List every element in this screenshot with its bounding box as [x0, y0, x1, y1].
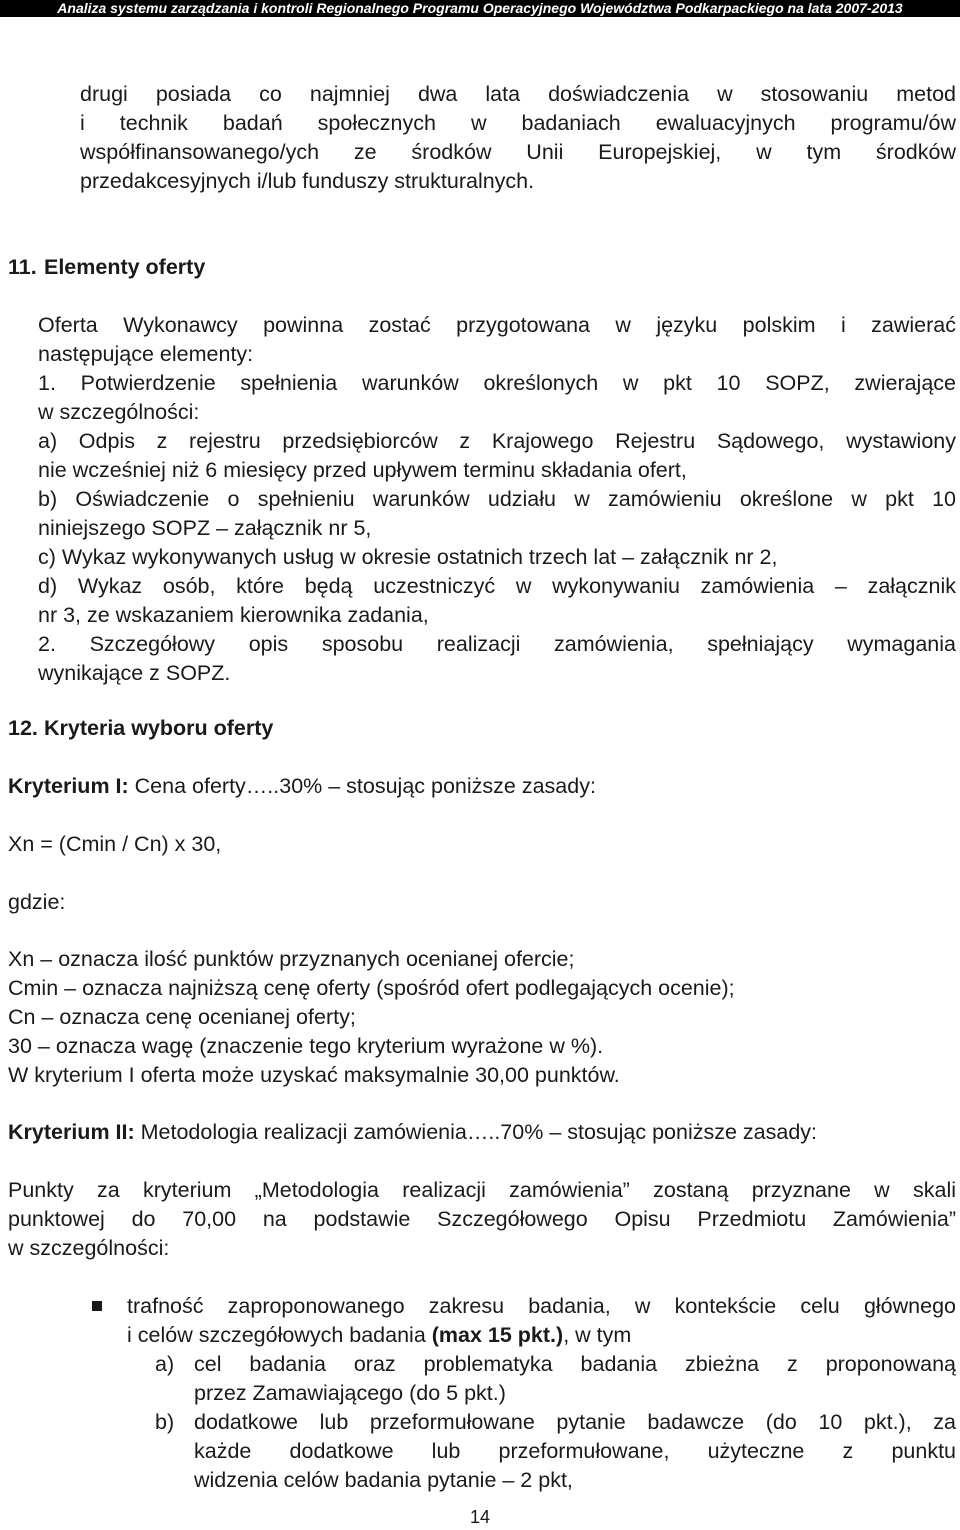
bullet-line: trafność zaproponowanego zakresu badania, w kontekście celu głównego	[127, 1294, 956, 1318]
list-line: b) Oświadczenie o spełnieniu warunków udziału w zamówieniu określone w pkt 10	[38, 487, 956, 511]
list-line: nie wcześniej niż 6 miesięcy przed upływem terminu składania ofert,	[38, 458, 687, 482]
document-header: Analiza systemu zarządzania i kontroli Regionalnego Programu Operacyjnego Województwa Podkarpackiego na lata 2007-2013	[0, 0, 960, 17]
where-label: gdzie:	[8, 890, 66, 914]
intro-line: i technik badań społecznych w badaniach ewaluacyjnych programu/ów	[80, 111, 956, 135]
sub-item-line: widzenia celów badania pytanie – 2 pkt,	[194, 1468, 573, 1492]
criterion-2-para-line: punktowej do 70,00 na podstawie Szczegółowego Opisu Przedmiotu Zamówienia”	[8, 1207, 956, 1231]
section-11-intro-line: Oferta Wykonawcy powinna zostać przygotowana w języku polskim i zawierać	[38, 313, 956, 337]
criterion-1-line	[8, 772, 956, 801]
bullet-line	[127, 1321, 956, 1350]
definition-line: W kryterium I oferta może uzyskać maksymalnie 30,00 punktów.	[8, 1063, 620, 1087]
sub-item-b	[194, 1408, 956, 1495]
section-11-list	[38, 369, 956, 688]
definitions	[8, 945, 956, 1090]
sub-item-line: cel badania oraz problematyka badania zbieżna z proponowaną	[194, 1352, 956, 1376]
square-bullet-icon	[92, 1301, 102, 1311]
definition-line: 30 – oznacza wagę (znaczenie tego kryterium wyrażone w %).	[8, 1034, 604, 1058]
sub-item-b-label: b)	[155, 1410, 175, 1434]
section-12-number: 12.	[8, 716, 38, 740]
section-11-number: 11.	[8, 255, 37, 279]
intro-line: przedakcesyjnych i/lub funduszy strukturalnych.	[80, 169, 535, 193]
list-line: c) Wykaz wykonywanych usług w okresie ostatnich trzech lat – załącznik nr 2,	[38, 545, 778, 569]
sub-item-line: przez Zamawiającego (do 5 pkt.)	[194, 1381, 506, 1405]
sub-item-line: dodatkowe lub przeformułowane pytanie badawcze (do 10 pkt.), za	[194, 1410, 956, 1434]
list-line: d) Wykaz osób, które będą uczestniczyć w wykonywaniu zamówienia – załącznik	[38, 574, 956, 598]
sub-item-a-label: a)	[155, 1352, 175, 1376]
sub-item-line: każde dodatkowe lub przeformułowane, użyteczne z punktu	[194, 1439, 956, 1463]
bullet-item	[127, 1292, 956, 1350]
section-11-heading	[8, 253, 205, 282]
section-12-title: Kryteria wyboru oferty	[43, 716, 274, 740]
section-11-intro-line: następujące elementy:	[38, 342, 254, 366]
list-line: wynikające z SOPZ.	[38, 661, 231, 685]
definition-line: Cn – oznacza cenę ocenianej oferty;	[8, 1005, 356, 1029]
criterion-2-text: Metodologia realizacji zamówienia…..70% – stosując poniższe zasady:	[134, 1120, 818, 1144]
page-number: 14	[469, 1507, 491, 1527]
list-line: niniejszego SOPZ – załącznik nr 5,	[38, 516, 372, 540]
criterion-2-para-line: Punkty za kryterium „Metodologia realizacji zamówienia” zostaną przyznane w skali	[8, 1178, 956, 1202]
definition-line: Xn – oznacza ilość punktów przyznanych ocenianej ofercie;	[8, 947, 575, 971]
section-12-heading	[8, 714, 273, 743]
criterion-1-text: Cena oferty…..30% – stosując poniższe zasady:	[128, 774, 596, 798]
list-line: 1. Potwierdzenie spełnienia warunków określonych w pkt 10 SOPZ, zwierające	[38, 371, 956, 395]
section-11-title: Elementy oferty	[43, 255, 206, 279]
list-line: 2. Szczegółowy opis sposobu realizacji zamówienia, spełniający wymagania	[38, 632, 956, 656]
criterion-2-line	[8, 1118, 956, 1147]
bullet-line-bold: (max 15 pkt.)	[431, 1323, 564, 1347]
intro-line: drugi posiada co najmniej dwa lata doświadczenia w stosowaniu metod	[80, 82, 956, 106]
section-11-intro	[38, 311, 956, 369]
list-line: w szczególności:	[38, 400, 200, 424]
criterion-2-para-line: w szczególności:	[8, 1236, 170, 1260]
bullet-line-post: , w tym	[563, 1323, 632, 1347]
list-line: nr 3, ze wskazaniem kierownika zadania,	[38, 603, 429, 627]
formula: Xn = (Cmin / Cn) x 30,	[8, 832, 222, 856]
definition-line: Cmin – oznacza najniższą cenę oferty (spośród ofert podlegających ocenie);	[8, 976, 735, 1000]
intro-line: współfinansowanego/ych ze środków Unii Europejskiej, w tym środków	[80, 140, 956, 164]
intro-paragraph	[80, 80, 956, 196]
bullet-line-pre: i celów szczegółowych badania	[127, 1323, 432, 1347]
sub-item-a	[194, 1350, 956, 1408]
list-line: a) Odpis z rejestru przedsiębiorców z Krajowego Rejestru Sądowego, wystawiony	[38, 429, 956, 453]
criterion-2-paragraph	[8, 1176, 956, 1263]
criterion-2-label: Kryterium II:	[8, 1120, 135, 1144]
criterion-1-label: Kryterium I:	[8, 774, 129, 798]
